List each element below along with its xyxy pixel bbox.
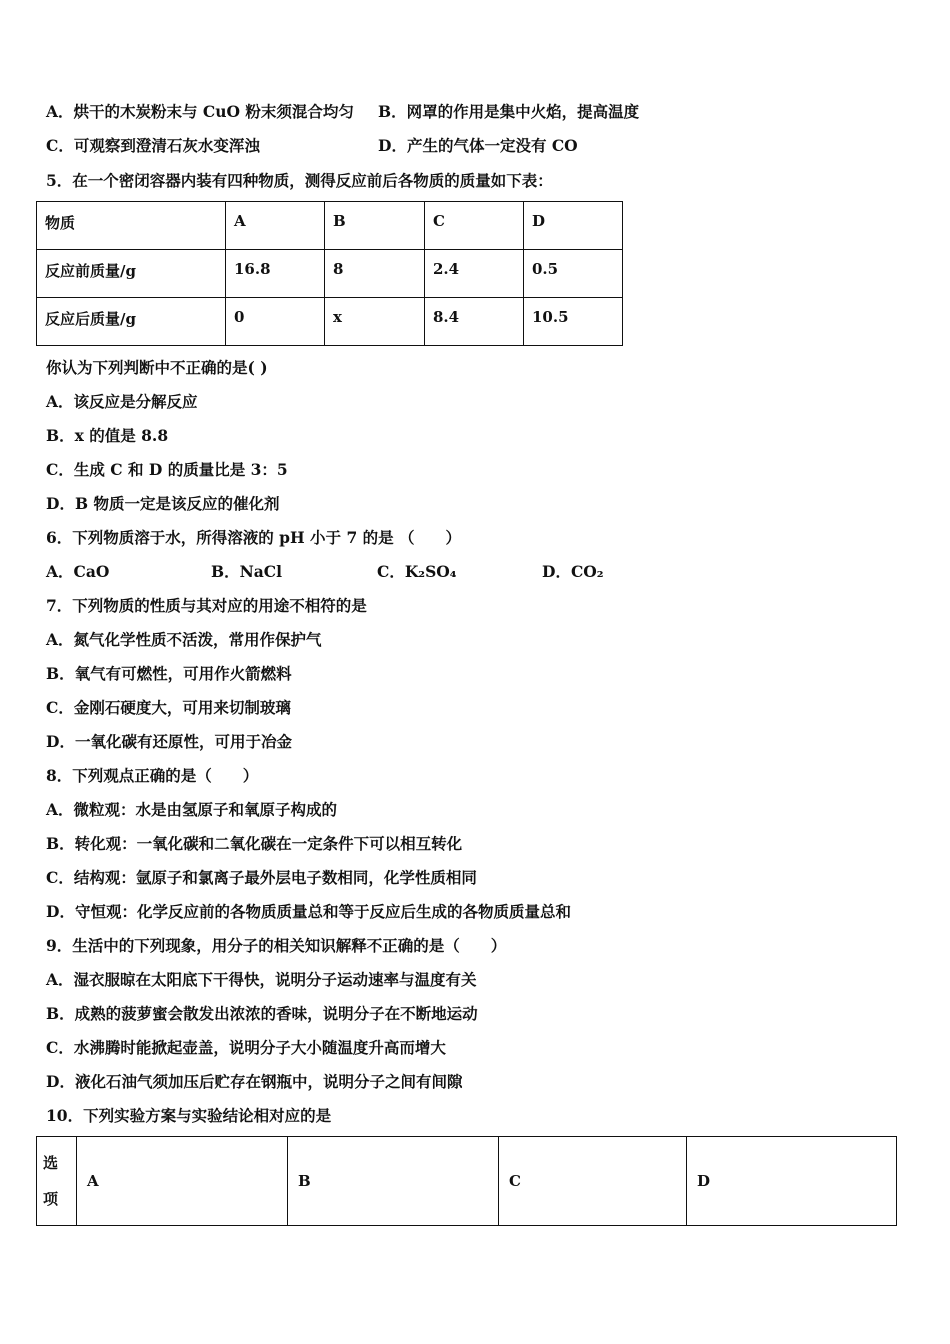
q7-stem: 7．下列物质的性质与其对应的用途不相符的是 <box>46 596 367 615</box>
q8-option-d: D．守恒观：化学反应前的各物质质量总和等于反应后生成的各物质质量总和 <box>46 902 571 921</box>
q5-question: 你认为下列判断中不正确的是( ) <box>46 358 268 377</box>
q5-option-c: C．生成 C 和 D 的质量比是 3：5 <box>46 460 288 479</box>
table-row <box>37 1137 897 1226</box>
q8-option-b: B．转化观：一氧化碳和二氧化碳在一定条件下可以相互转化 <box>46 834 463 853</box>
q7-option-a: A．氮气化学性质不活泼，常用作保护气 <box>46 630 322 649</box>
q9-option-b: B．成熟的菠萝蜜会散发出浓浓的香味，说明分子在不断地运动 <box>46 1004 478 1023</box>
q5-option-a: A．该反应是分解反应 <box>46 392 198 411</box>
table-header-row <box>37 202 623 250</box>
table-cell: 0 <box>226 298 325 346</box>
table-cell: 2.4 <box>425 250 524 298</box>
table-header-cell: 物质 <box>37 202 226 250</box>
table-cell: 8 <box>325 250 425 298</box>
q5-mass-table <box>36 201 623 346</box>
q4-option-c: C．可观察到澄清石灰水变浑浊 <box>46 136 260 155</box>
q9-option-c: C．水沸腾时能掀起壶盖，说明分子大小随温度升高而增大 <box>46 1038 446 1057</box>
table-cell: C <box>499 1137 687 1226</box>
table-cell: 0.5 <box>524 250 623 298</box>
table-row <box>37 250 623 298</box>
table-cell: D <box>687 1137 897 1226</box>
q5-option-b: B．x 的值是 8.8 <box>46 426 169 445</box>
q6-option-c: C．K₂SO₄ <box>377 562 457 581</box>
q10-options-table <box>36 1136 897 1226</box>
table-cell: x <box>325 298 425 346</box>
table-cell: 反应后质量/g <box>37 298 226 346</box>
option-label-line-1: 选 <box>43 1154 59 1172</box>
table-row <box>37 298 623 346</box>
table-cell: 16.8 <box>226 250 325 298</box>
q8-stem: 8．下列观点正确的是（ ） <box>46 766 259 785</box>
q5-option-d: D．B 物质一定是该反应的催化剂 <box>46 494 280 513</box>
q7-option-b: B．氧气有可燃性，可用作火箭燃料 <box>46 664 292 683</box>
q6-option-b: B．NaCl <box>211 562 283 581</box>
table-cell: 反应前质量/g <box>37 250 226 298</box>
q6-option-d: D．CO₂ <box>542 562 604 581</box>
q7-option-c: C．金刚石硬度大，可用来切制玻璃 <box>46 698 291 717</box>
table-cell: 10.5 <box>524 298 623 346</box>
table-cell: A <box>77 1137 288 1226</box>
table-cell: 8.4 <box>425 298 524 346</box>
q9-option-d: D．液化石油气须加压后贮存在钢瓶中，说明分子之间有间隙 <box>46 1072 463 1091</box>
table-header-cell: D <box>524 202 623 250</box>
q4-option-d: D．产生的气体一定没有 CO <box>378 136 578 155</box>
q8-option-c: C．结构观：氩原子和氯离子最外层电子数相同，化学性质相同 <box>46 868 477 887</box>
table-cell: B <box>288 1137 499 1226</box>
q9-option-a: A．湿衣服晾在太阳底下干得快，说明分子运动速率与温度有关 <box>46 970 477 989</box>
q10-stem: 10．下列实验方案与实验结论相对应的是 <box>46 1106 332 1125</box>
option-label-line-2: 项 <box>43 1190 59 1208</box>
table-header-cell: B <box>325 202 425 250</box>
q5-stem: 5．在一个密闭容器内装有四种物质，测得反应前后各物质的质量如下表： <box>46 171 553 190</box>
q4-option-b: B．网罩的作用是集中火焰，提高温度 <box>378 102 640 121</box>
q9-stem: 9．生活中的下列现象，用分子的相关知识解释不正确的是（ ） <box>46 936 507 955</box>
option-label-cell <box>37 1137 77 1226</box>
q6-option-a: A．CaO <box>46 562 110 581</box>
table-header-cell: A <box>226 202 325 250</box>
q4-option-a: A．烘干的木炭粉末与 CuO 粉末须混合均匀 <box>46 102 354 121</box>
q8-option-a: A．微粒观：水是由氢原子和氧原子构成的 <box>46 800 338 819</box>
table-header-cell: C <box>425 202 524 250</box>
q6-stem: 6．下列物质溶于水，所得溶液的 pH 小于 7 的是 （ ） <box>46 528 462 547</box>
q7-option-d: D．一氧化碳有还原性，可用于冶金 <box>46 732 292 751</box>
